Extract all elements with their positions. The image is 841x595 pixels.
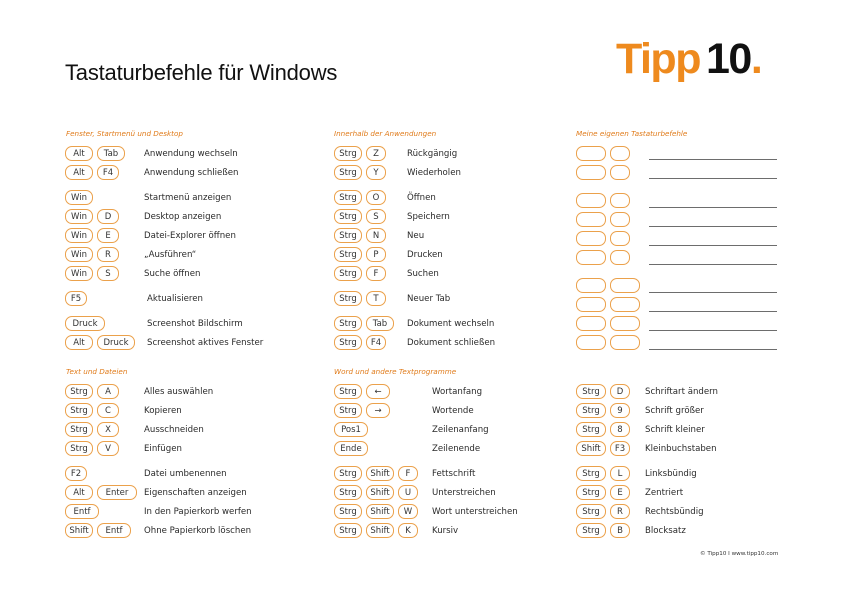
write-in-line[interactable] xyxy=(649,349,777,350)
key-cap: P xyxy=(366,247,386,262)
shortcut-description: Kleinbuchstaben xyxy=(645,444,717,454)
key-cap: Druck xyxy=(65,316,105,331)
blank-key-cap xyxy=(610,193,630,208)
shortcut-row xyxy=(334,146,574,163)
logo-word: Tipp xyxy=(616,35,700,83)
key-cap: Win xyxy=(65,228,93,243)
write-in-line[interactable] xyxy=(649,207,777,208)
key-cap: Win xyxy=(65,209,93,224)
shortcut-description: Eigenschaften anzeigen xyxy=(144,488,247,498)
shortcut-row xyxy=(334,384,574,401)
shortcut-row xyxy=(334,422,574,439)
write-in-line[interactable] xyxy=(649,311,777,312)
logo-number: 10 xyxy=(705,35,751,83)
key-cap: Y xyxy=(366,165,386,180)
key-cap: 9 xyxy=(610,403,630,418)
key-cap: ← xyxy=(366,384,390,399)
key-cap: L xyxy=(610,466,630,481)
blank-key-cap xyxy=(576,297,606,312)
shortcut-row xyxy=(65,165,305,182)
shortcut-row xyxy=(334,466,574,483)
custom-shortcut-row xyxy=(576,146,786,163)
shortcut-description: Speichern xyxy=(407,212,450,222)
write-in-line[interactable] xyxy=(649,226,777,227)
write-in-line[interactable] xyxy=(649,245,777,246)
key-cap: Strg xyxy=(334,190,362,205)
key-cap: F4 xyxy=(97,165,119,180)
shortcut-description: Dokument schließen xyxy=(407,338,496,348)
shortcut-row xyxy=(65,228,305,245)
shortcut-row xyxy=(334,523,574,540)
shortcut-description: Wortende xyxy=(432,406,474,416)
key-cap: O xyxy=(366,190,386,205)
blank-key-cap xyxy=(610,335,640,350)
shortcut-row xyxy=(334,441,574,458)
shortcut-description: „Ausführen“ xyxy=(144,250,197,260)
key-cap: D xyxy=(610,384,630,399)
key-cap: Strg xyxy=(65,384,93,399)
key-cap: N xyxy=(366,228,386,243)
shortcut-description: Fettschrift xyxy=(432,469,476,479)
shortcut-row xyxy=(576,384,816,401)
shortcut-description: Zeilenanfang xyxy=(432,425,489,435)
shortcut-description: Zeilenende xyxy=(432,444,481,454)
shortcut-row xyxy=(65,403,305,420)
key-cap: Alt xyxy=(65,485,93,500)
key-cap: W xyxy=(398,504,418,519)
shortcut-description: Öffnen xyxy=(407,193,436,203)
blank-key-cap xyxy=(610,297,640,312)
shortcut-row xyxy=(65,504,305,521)
key-cap: Strg xyxy=(334,146,362,161)
shortcut-description: Linksbündig xyxy=(645,469,697,479)
shortcut-row xyxy=(334,504,574,521)
shortcut-row xyxy=(334,316,574,333)
key-cap: Strg xyxy=(65,403,93,418)
key-cap: Tab xyxy=(97,146,125,161)
key-cap: Win xyxy=(65,190,93,205)
shortcut-description: Datei umbenennen xyxy=(144,469,227,479)
key-cap: Z xyxy=(366,146,386,161)
key-cap: Druck xyxy=(97,335,135,350)
key-cap: K xyxy=(398,523,418,538)
shortcut-row xyxy=(576,466,816,483)
key-cap: Strg xyxy=(334,291,362,306)
key-cap: S xyxy=(97,266,119,281)
blank-key-cap xyxy=(576,250,606,265)
shortcut-description: Alles auswählen xyxy=(144,387,214,397)
shortcut-description: Kopieren xyxy=(144,406,182,416)
shortcut-description: Desktop anzeigen xyxy=(144,212,222,222)
key-cap: 8 xyxy=(610,422,630,437)
key-cap: Strg xyxy=(334,316,362,331)
shortcut-description: Suchen xyxy=(407,269,439,279)
shortcut-description: Rückgängig xyxy=(407,149,458,159)
shortcut-description: Anwendung wechseln xyxy=(144,149,238,159)
key-cap: Strg xyxy=(576,466,606,481)
section-title-text: Text und Dateien xyxy=(66,367,128,376)
shortcut-row xyxy=(65,291,305,308)
page-title: Tastaturbefehle für Windows xyxy=(65,60,338,85)
key-cap: Strg xyxy=(334,209,362,224)
key-cap: Strg xyxy=(334,247,362,262)
custom-shortcut-row xyxy=(576,165,786,182)
shortcut-row xyxy=(576,441,816,458)
key-cap: F4 xyxy=(366,335,386,350)
section-title-word: Word und andere Textprogramme xyxy=(334,367,457,376)
shortcut-description: Datei-Explorer öffnen xyxy=(144,231,236,241)
shortcut-description: Screenshot aktives Fenster xyxy=(147,338,264,348)
key-cap: Win xyxy=(65,247,93,262)
shortcut-row xyxy=(65,441,305,458)
key-cap: Ende xyxy=(334,441,368,456)
key-cap: Strg xyxy=(334,228,362,243)
key-cap: D xyxy=(97,209,119,224)
key-cap: Strg xyxy=(65,422,93,437)
shortcut-description: Rechtsbündig xyxy=(645,507,704,517)
shortcut-row xyxy=(65,316,305,333)
shortcut-description: Zentriert xyxy=(645,488,684,498)
write-in-line[interactable] xyxy=(649,292,777,293)
shortcut-row xyxy=(576,485,816,502)
key-cap: Shift xyxy=(366,466,394,481)
blank-key-cap xyxy=(610,316,640,331)
shortcut-description: Schrift größer xyxy=(645,406,704,416)
shortcut-row xyxy=(334,291,574,308)
shortcut-row xyxy=(334,228,574,245)
shortcut-description: Ohne Papierkorb löschen xyxy=(144,526,252,536)
shortcut-description: Blocksatz xyxy=(645,526,686,536)
key-cap: Alt xyxy=(65,146,93,161)
logo-dot: . xyxy=(750,35,762,83)
key-cap: F xyxy=(398,466,418,481)
blank-key-cap xyxy=(576,231,606,246)
key-cap: Pos1 xyxy=(334,422,368,437)
key-cap: C xyxy=(97,403,119,418)
blank-key-cap xyxy=(576,193,606,208)
key-cap: A xyxy=(97,384,119,399)
key-cap: Strg xyxy=(65,441,93,456)
shortcut-description: Wort unterstreichen xyxy=(432,507,518,517)
shortcut-row xyxy=(334,247,574,264)
blank-key-cap xyxy=(576,212,606,227)
shortcut-row xyxy=(576,504,816,521)
section-title-anwendungen: Innerhalb der Anwendungen xyxy=(334,129,437,138)
key-cap: Strg xyxy=(334,504,362,519)
key-cap: Tab xyxy=(366,316,394,331)
shortcut-row xyxy=(576,523,816,540)
key-cap: Strg xyxy=(576,384,606,399)
key-cap: Strg xyxy=(334,165,362,180)
key-cap: V xyxy=(97,441,119,456)
key-cap: Strg xyxy=(334,485,362,500)
shortcut-description: Wiederholen xyxy=(407,168,461,178)
shortcut-description: Anwendung schließen xyxy=(144,168,239,178)
key-cap: Shift xyxy=(65,523,93,538)
key-cap: Strg xyxy=(334,523,362,538)
shortcut-row xyxy=(334,335,574,352)
key-cap: F2 xyxy=(65,466,87,481)
key-cap: U xyxy=(398,485,418,500)
shortcut-description: Screenshot Bildschirm xyxy=(147,319,243,329)
shortcut-description: Suche öffnen xyxy=(144,269,201,279)
shortcut-row xyxy=(334,190,574,207)
key-cap: S xyxy=(366,209,386,224)
blank-key-cap xyxy=(610,212,630,227)
blank-key-cap xyxy=(610,250,630,265)
key-cap: Shift xyxy=(366,485,394,500)
key-cap: T xyxy=(366,291,386,306)
key-cap: Strg xyxy=(576,485,606,500)
tipp10-logo xyxy=(616,35,762,83)
shortcut-description: Neuer Tab xyxy=(407,294,451,304)
key-cap: E xyxy=(610,485,630,500)
shortcut-row xyxy=(65,266,305,283)
shortcut-row xyxy=(334,209,574,226)
key-cap: Entf xyxy=(97,523,131,538)
key-cap: Shift xyxy=(576,441,606,456)
key-cap: Strg xyxy=(576,504,606,519)
blank-key-cap xyxy=(576,316,606,331)
shortcut-description: Schriftart ändern xyxy=(645,387,718,397)
key-cap: Entf xyxy=(65,504,99,519)
blank-key-cap xyxy=(610,165,630,180)
blank-key-cap xyxy=(576,165,606,180)
shortcut-description: Einfügen xyxy=(144,444,182,454)
shortcut-row xyxy=(65,335,305,352)
key-cap: R xyxy=(97,247,119,262)
blank-key-cap xyxy=(610,231,630,246)
shortcut-row xyxy=(334,485,574,502)
key-cap: B xyxy=(610,523,630,538)
shortcut-row xyxy=(65,190,305,207)
key-cap: Strg xyxy=(334,466,362,481)
key-cap: F xyxy=(366,266,386,281)
key-cap: E xyxy=(97,228,119,243)
shortcut-row xyxy=(65,146,305,163)
key-cap: Shift xyxy=(366,523,394,538)
shortcut-row xyxy=(65,466,305,483)
key-cap: Win xyxy=(65,266,93,281)
shortcut-description: Aktualisieren xyxy=(147,294,203,304)
key-cap: Strg xyxy=(334,335,362,350)
section-title-fenster: Fenster, Startmenü und Desktop xyxy=(66,129,183,138)
shortcut-row xyxy=(65,422,305,439)
section-title-eigene: Meine eigenen Tastaturbefehle xyxy=(576,129,688,138)
key-cap: F3 xyxy=(610,441,630,456)
shortcut-description: Schrift kleiner xyxy=(645,425,705,435)
shortcut-row xyxy=(65,523,305,540)
shortcut-description: Neu xyxy=(407,231,425,241)
shortcut-row xyxy=(65,485,305,502)
blank-key-cap xyxy=(610,146,630,161)
blank-key-cap xyxy=(610,278,640,293)
shortcut-row xyxy=(334,403,574,420)
shortcut-row xyxy=(576,403,816,420)
key-cap: Strg xyxy=(334,384,362,399)
key-cap: → xyxy=(366,403,390,418)
key-cap: Shift xyxy=(366,504,394,519)
shortcut-row xyxy=(65,209,305,226)
shortcut-row xyxy=(334,165,574,182)
blank-key-cap xyxy=(576,278,606,293)
key-cap: Alt xyxy=(65,335,93,350)
shortcut-description: Startmenü anzeigen xyxy=(144,193,232,203)
key-cap: X xyxy=(97,422,119,437)
shortcut-description: Drucken xyxy=(407,250,443,260)
key-cap: Strg xyxy=(334,266,362,281)
blank-key-cap xyxy=(576,335,606,350)
key-cap: Strg xyxy=(576,422,606,437)
write-in-line[interactable] xyxy=(649,264,777,265)
shortcut-row xyxy=(334,266,574,283)
shortcut-description: Kursiv xyxy=(432,526,459,536)
key-cap: F5 xyxy=(65,291,87,306)
shortcut-row xyxy=(65,384,305,401)
key-cap: Alt xyxy=(65,165,93,180)
key-cap: Strg xyxy=(576,403,606,418)
write-in-line[interactable] xyxy=(649,159,777,160)
key-cap: Enter xyxy=(97,485,137,500)
shortcut-description: Ausschneiden xyxy=(144,425,204,435)
key-cap: R xyxy=(610,504,630,519)
write-in-line[interactable] xyxy=(649,178,777,179)
write-in-line[interactable] xyxy=(649,330,777,331)
blank-key-cap xyxy=(576,146,606,161)
shortcut-description: In den Papierkorb werfen xyxy=(144,507,252,517)
key-cap: Strg xyxy=(334,403,362,418)
shortcut-row xyxy=(576,422,816,439)
shortcut-row xyxy=(65,247,305,264)
shortcut-description: Wortanfang xyxy=(432,387,483,397)
shortcut-description: Dokument wechseln xyxy=(407,319,495,329)
key-cap: Strg xyxy=(576,523,606,538)
footer-copyright: © Tipp10 I www.tipp10.com xyxy=(700,551,779,557)
shortcut-description: Unterstreichen xyxy=(432,488,496,498)
